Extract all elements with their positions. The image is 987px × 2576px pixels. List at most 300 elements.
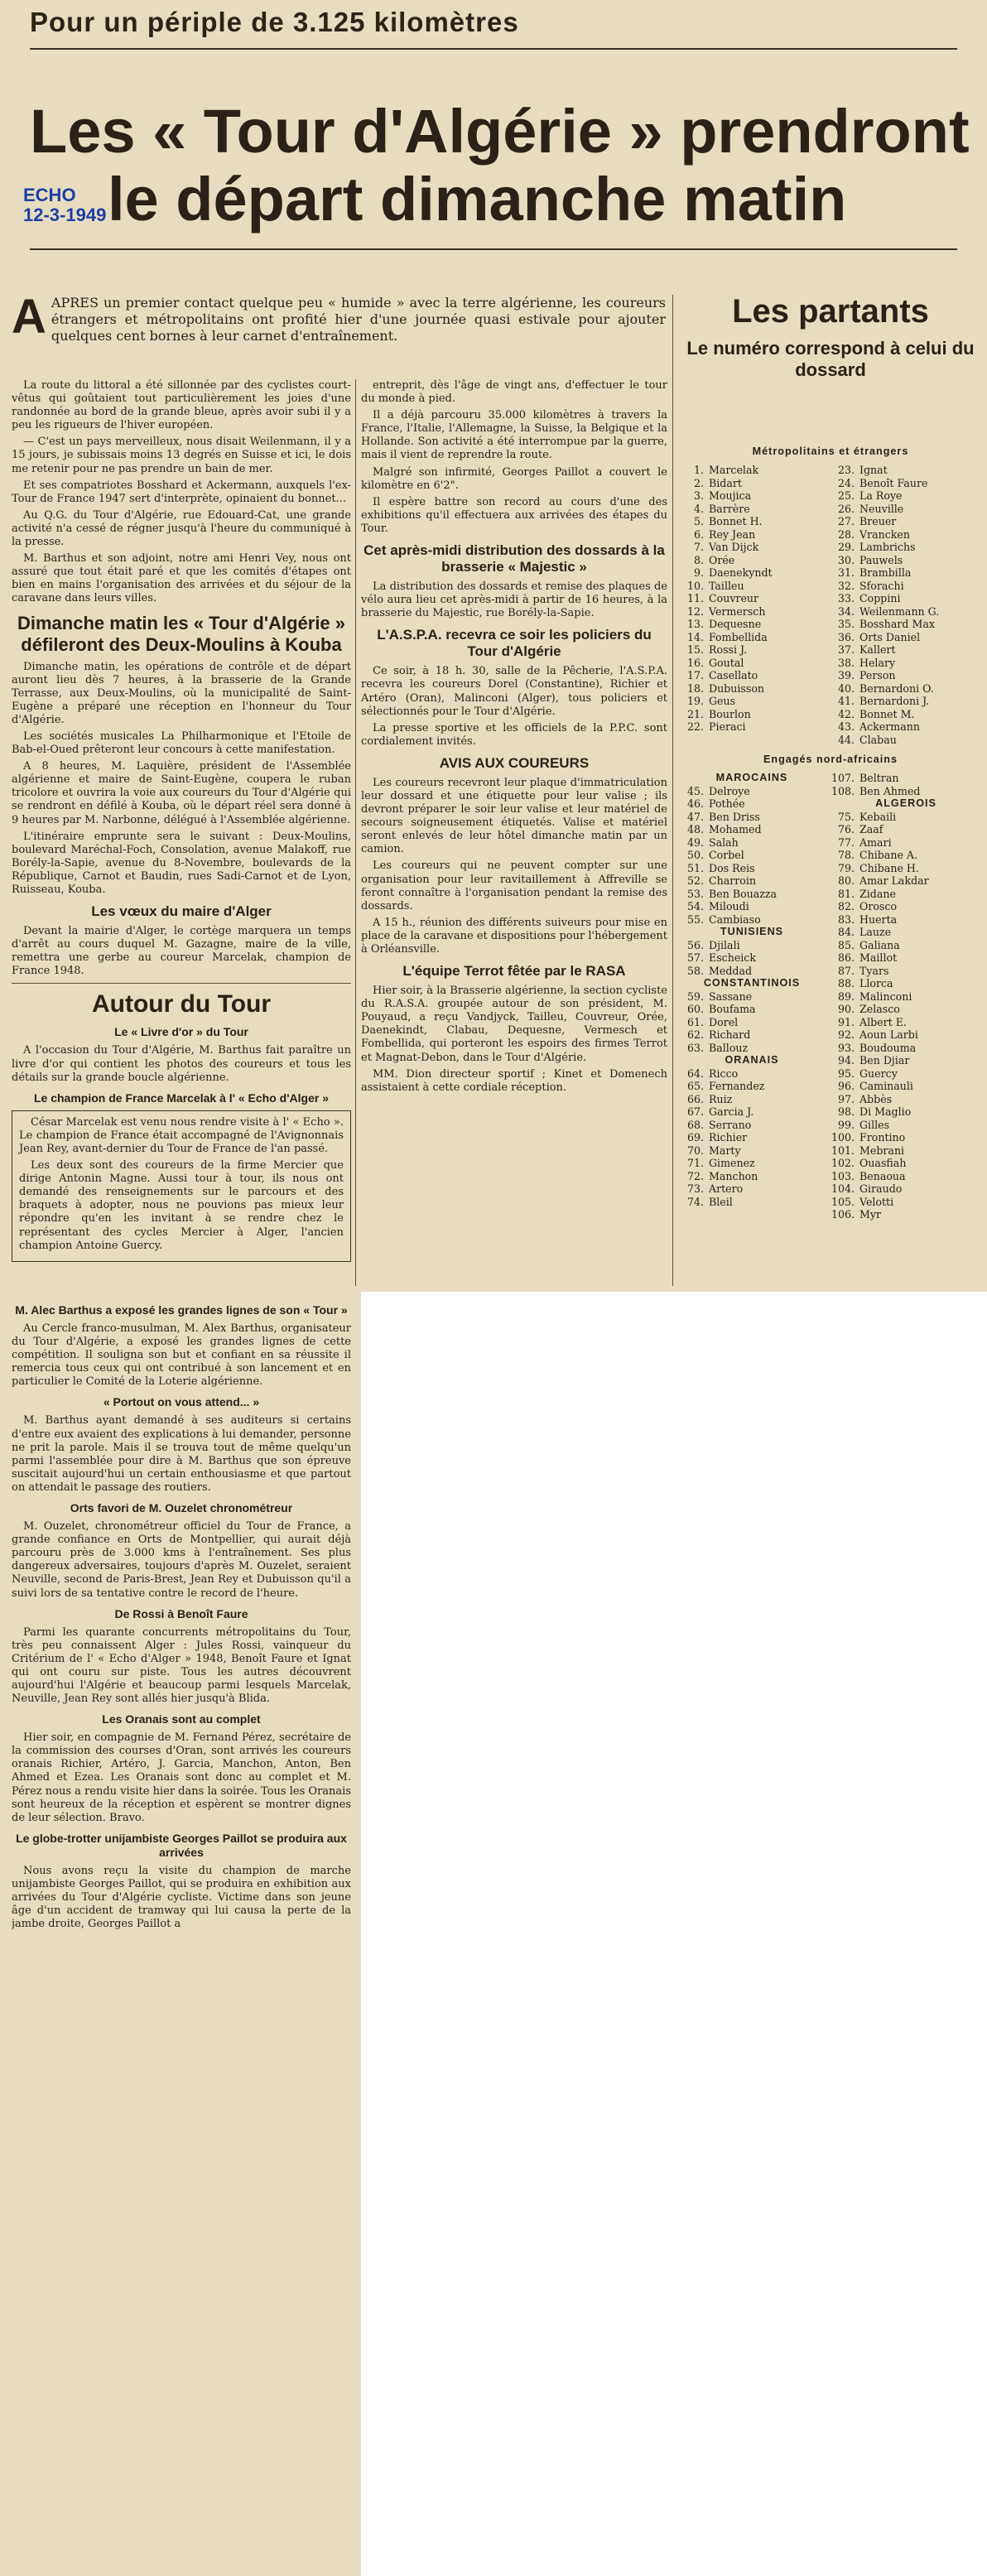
majestic-heading: Cet après-midi distribution des dossards à la brasserie « Majestic » xyxy=(364,542,665,575)
rider-number: 65. xyxy=(686,1080,704,1092)
column-1 xyxy=(12,379,351,1286)
rider-name: Ben Bouazza xyxy=(709,887,778,900)
dimanche-heading: Dimanche matin les « Tour d'Algérie » défileront des Deux-Moulins à Kouba xyxy=(17,612,346,655)
rider-entry xyxy=(677,836,826,850)
avis-para: A 15 h., réunion des différents suiveurs pour mise en place de la caravane et dispositions pour l'hébergement à Orléansville. xyxy=(361,916,667,956)
autour-heading: Autour du Tour xyxy=(91,990,272,1018)
rider-entry xyxy=(677,939,826,952)
rider-number: 39. xyxy=(837,669,855,681)
rider-name: Manchon xyxy=(709,1169,758,1182)
rider-number: 82. xyxy=(837,900,855,912)
rider-entry xyxy=(677,990,826,1004)
rider-number: 22. xyxy=(686,720,704,733)
rider-name: Orée xyxy=(709,553,735,566)
rider-number: 89. xyxy=(837,989,855,1003)
rider-number: 57. xyxy=(686,951,704,964)
champion-heading: Le champion de France Marcelak à l' « Echo d'Alger » xyxy=(33,1091,329,1105)
rider-number: 26. xyxy=(837,502,855,515)
rider-number: 36. xyxy=(837,630,855,643)
rider-number: 13. xyxy=(686,618,704,630)
rider-number: 90. xyxy=(837,1003,855,1015)
terrot-heading: L'équipe Terrot fêtée par le RASA xyxy=(402,963,626,980)
rider-name: Huerta xyxy=(859,912,898,926)
rider-number: 108. xyxy=(831,784,855,797)
rider-number: 28. xyxy=(837,527,855,541)
derossi-heading: De Rossi à Benoît Faure xyxy=(114,1606,248,1620)
rider-name: Chibane H. xyxy=(859,861,919,874)
aspa-heading: L'A.S.P.A. recevra ce soir les policiers du Tour d'Algérie xyxy=(377,627,652,660)
rider-entry xyxy=(828,849,984,862)
rider-number: 42. xyxy=(837,707,855,720)
col1-para: La route du littoral a été sillonnée par des cyclistes court-vêtus qui goûtaient tout particulièrement les joies d'une randonnée au bord de la grande bleue, après avoir subi il y a peu les rigueurs de l'hiver européen. xyxy=(12,379,351,432)
rider-name: Bernardoni J. xyxy=(859,695,930,707)
col1-para: Au Q.G. du Tour d'Algérie, rue Edouard-Cat, une grande activité n'a cessé de régner jusqu'à l'heure du communiqué à la presse. xyxy=(12,508,351,549)
rider-entry xyxy=(677,797,826,811)
rider-number: 85. xyxy=(837,938,855,951)
orts-para: M. Ouzelet, chronométreur officiel du Tour de France, a grande confiance en Orts de Montpellier, qui aurait déjà parcouru près de 3.000 kms à l'entraînement. Ses plus dangereux adversaires, toujours d'après M. Ouzelet, seraient Neuville, second de Paris-Brest, Jean Rey et Dubuisson qu'il a suivi lors de sa tentative contre le record de l'heure. xyxy=(12,1520,351,1600)
rider-name: Llorca xyxy=(859,977,893,989)
rider-entry xyxy=(677,1080,826,1093)
rider-name: Caminauli xyxy=(859,1080,913,1092)
rider-entry xyxy=(828,682,984,696)
rider-number: 40. xyxy=(837,681,855,695)
rider-entry xyxy=(677,554,826,567)
rider-entry xyxy=(677,785,826,798)
rider-name: Barrère xyxy=(709,502,750,515)
constantinois-heading: CONSTANTINOIS xyxy=(703,977,801,989)
rider-number: 56. xyxy=(686,938,704,951)
rider-name: Boudouma xyxy=(859,1041,917,1054)
rider-entry xyxy=(677,811,826,824)
rider-number: 61. xyxy=(686,1015,704,1028)
column-divider xyxy=(672,295,673,1286)
rider-number: 3. xyxy=(693,489,704,502)
rider-entry xyxy=(828,772,984,785)
rider-name: Bonnet M. xyxy=(859,707,915,720)
echo-stamp-source: ECHO xyxy=(23,185,76,205)
rider-entry xyxy=(677,1182,826,1196)
rider-entry xyxy=(677,657,826,670)
rider-name: Boufama xyxy=(709,1003,756,1015)
engages-heading: Engagés nord-africains xyxy=(763,754,898,765)
rider-number: 24. xyxy=(837,476,855,489)
section-divider xyxy=(12,983,351,984)
headline-line-2: le départ dimanche matin xyxy=(108,165,847,234)
rider-number: 96. xyxy=(837,1080,855,1092)
rider-entry xyxy=(677,695,826,708)
col2-para: entreprit, dès l'âge de vingt ans, d'effectuer le tour du monde à pied. xyxy=(361,379,667,406)
rider-name: Meddad xyxy=(709,964,753,977)
col2-para: Il a déjà parcouru 35.000 kilomètres à travers la France, l'Italie, l'Allemagne, la Suisse, la Belgique et la Hollande. Son activité a été interrompue par la guerre, mais il vient de reprendre la route. xyxy=(361,409,667,462)
rider-name: Rey Jean xyxy=(709,527,756,541)
engages-heading-block xyxy=(677,754,984,767)
rider-name: Velotti xyxy=(859,1195,894,1208)
rider-name: Pauwels xyxy=(859,553,903,566)
rider-name: Pothée xyxy=(709,797,745,810)
rider-number: 101. xyxy=(831,1144,855,1157)
rider-number: 97. xyxy=(837,1092,855,1105)
rider-number: 86. xyxy=(837,951,855,964)
rider-name: Delroye xyxy=(709,784,750,797)
rider-entry xyxy=(828,528,984,542)
avis-para: Les coureurs qui ne peuvent compter sur une organisation pour leur ravitaillement à Affreville se feront connaître à l'organisation pendant la remise des dossards. xyxy=(361,859,667,912)
rider-entry xyxy=(677,1119,826,1132)
rider-entry xyxy=(828,990,984,1004)
rider-entry xyxy=(677,541,826,554)
rider-name: Tailleu xyxy=(709,579,744,592)
rider-name: Bonnet H. xyxy=(709,515,763,527)
rider-entry xyxy=(828,862,984,875)
metro-list-right xyxy=(828,464,984,746)
rider-number: 88. xyxy=(837,977,855,989)
column-2 xyxy=(361,379,667,1286)
rider-number: 87. xyxy=(837,964,855,977)
rider-name: Zaaf xyxy=(859,823,883,835)
rider-entry xyxy=(828,811,984,824)
rider-name: Dubuisson xyxy=(709,681,765,695)
rider-number: 23. xyxy=(837,464,855,476)
rider-entry xyxy=(828,477,984,490)
metro-list-left xyxy=(677,464,826,734)
rider-number: 25. xyxy=(837,489,855,502)
rider-name: Ruiz xyxy=(709,1092,733,1105)
rider-name: Orts Daniel xyxy=(859,630,921,643)
avis-heading: AVIS AUX COUREURS xyxy=(439,754,590,771)
rider-number: 29. xyxy=(837,541,855,553)
rider-name: Vrancken xyxy=(859,527,910,541)
rider-number: 92. xyxy=(837,1028,855,1041)
rider-number: 66. xyxy=(686,1092,704,1105)
rider-name: Sassane xyxy=(709,989,753,1003)
rider-entry xyxy=(677,1170,826,1183)
voeux-para: Devant la mairie d'Alger, le cortège marquera un temps d'arrêt au cours duquel M. Gazagne, maire de la ville, remettra une gerbe au coureur Marcelak, champion de France 1948. xyxy=(12,925,351,978)
rider-entry xyxy=(828,643,984,657)
rider-name: Amari xyxy=(859,835,892,849)
rider-number: 58. xyxy=(686,964,704,977)
rider-number: 80. xyxy=(837,874,855,887)
rider-entry xyxy=(828,734,984,747)
rider-entry xyxy=(828,720,984,734)
north-africa-list-right xyxy=(828,772,984,1221)
rider-name: Ignat xyxy=(859,464,888,476)
rider-number: 95. xyxy=(837,1067,855,1080)
rider-entry xyxy=(677,951,826,965)
rider-name: Gilles xyxy=(859,1118,890,1131)
rider-name: Serrano xyxy=(709,1118,752,1131)
oranais-heading: Les Oranais sont au complet xyxy=(102,1712,261,1726)
rider-number: 77. xyxy=(837,835,855,849)
rider-number: 7. xyxy=(693,541,704,553)
rider-entry xyxy=(677,849,826,862)
rider-number: 73. xyxy=(686,1182,704,1195)
rider-entry xyxy=(677,965,826,978)
rider-number: 91. xyxy=(837,1015,855,1028)
rider-entry xyxy=(828,1208,984,1221)
globe-para: Nous avons reçu la visite du champion de marche unijambiste Georges Paillot, qui se produira en exhibition aux arrivées du Tour d'Algérie cycliste. Victime dans son jeune âge d'un accident de tramway qui lui causa la perte de la jambe droite, Georges Paillot a xyxy=(12,1864,351,1931)
rider-name: Sforachi xyxy=(859,579,904,592)
rider-entry xyxy=(677,1131,826,1144)
rider-name: Ricco xyxy=(709,1067,739,1080)
rider-name: Coppini xyxy=(859,592,901,604)
rider-name: Abbès xyxy=(859,1092,893,1105)
rider-entry xyxy=(677,1105,826,1119)
rider-entry xyxy=(828,1144,984,1158)
rider-entry xyxy=(677,1144,826,1158)
majestic-para: La distribution des dossards et remise des plaques de vélo aura lieu cet après-midi à partir de 16 heures, à la brasserie du Majestic, rue Borély-la-Sapie. xyxy=(361,580,667,620)
rider-number: 100. xyxy=(831,1131,855,1144)
rider-number: 27. xyxy=(837,515,855,527)
rider-name: Kebaili xyxy=(859,810,897,823)
rider-name: Fernandez xyxy=(709,1080,765,1092)
rider-entry xyxy=(828,1170,984,1183)
rider-entry xyxy=(828,823,984,836)
rider-number: 47. xyxy=(686,810,704,823)
rider-number: 78. xyxy=(837,849,855,861)
rider-number: 83. xyxy=(837,912,855,926)
lede: AAPRES un premier contact quelque peu « humide » avec la terre algérienne, les coureurs étrangers et métropolitains ont profité hier d'une journée quasi estivale pour ajouter quelques cent bornes à leur carnet d'entraînement. xyxy=(12,295,666,344)
dimanche-para: A 8 heures, M. Laquière, président de l'Assemblée algérienne et maire de Saint-Eugène, coupera le ruban tricolore et ouvrira la voie aux coureurs du Tour d'Algérie qui se rendront en défilé à Kouba, où le départ réel sera donné à 9 heures par M. Narbonne, délégué à l'Assemblée algérienne. xyxy=(12,760,351,826)
rider-name: Person xyxy=(859,669,896,681)
rider-name: Escheick xyxy=(709,951,756,964)
rider-number: 14. xyxy=(686,630,704,643)
rider-name: Neuville xyxy=(859,502,904,515)
rider-entry xyxy=(828,580,984,593)
rider-entry xyxy=(677,720,826,734)
orts-heading: Orts favori de M. Ouzelet chronométreur xyxy=(70,1501,293,1515)
portout-para: M. Barthus ayant demandé à ses auditeurs si certains d'entre eux avaient des explications à lui demander, personne ne prit la parole. Mais il se trouva tout de même quelqu'un parmi l'assemblée pour dire à M. Barthus que son épreuve suscitait aujourd'hui un certain enthousiasme et que partout on attendait le passage des routiers. xyxy=(12,1414,351,1494)
headline-rule xyxy=(30,248,957,250)
derossi-para: Parmi les quarante concurrents métropolitains du Tour, très peu connaissent Alger : Jules Rossi, vainqueur du Critérium de l' « Echo d'Alger » 1948, Benoît Faure et Ignat qui ont couru sur piste. Tous les autres découvrent aujourd'hui l'Algérie et beaucoup parmi lesquels Marcelak, Neuville, Jean Rey sont allés hier jusqu'à Blida. xyxy=(12,1625,351,1706)
rider-entry xyxy=(828,913,984,927)
rider-name: Amar Lakdar xyxy=(859,874,929,887)
rider-name: Frontino xyxy=(859,1131,906,1144)
rider-number: 2. xyxy=(693,476,704,489)
terrot-para: Hier soir, à la Brasserie algérienne, la section cycliste du R.A.S.A. groupée autour de son président, M. Pouyaud, a reçu Vandjyck, Tailleu, Couvreur, Orée, Daenekindt, Clabau, Dequesne, Vermesch et Fombellida, qui porteront les espoirs des firmes Terrot et Magnat-Debon, dans le Tour d'Algérie. xyxy=(361,985,667,1064)
rider-name: Lauze xyxy=(859,926,892,938)
rider-name: Moujica xyxy=(709,489,752,502)
champion-box xyxy=(12,1110,351,1262)
rider-number: 98. xyxy=(837,1105,855,1118)
rider-number: 37. xyxy=(837,643,855,656)
rider-name: Galiana xyxy=(859,938,900,951)
dimanche-para: L'itinéraire emprunte sera le suivant : Deux-Moulins, boulevard Maréchal-Foch, Consolation, avenue Malakoff, rue Borély-la-Sapie, avenue du 8-Novembre, boulevards de la République, Carnot et Baudin, rues Sadi-Carnot et de Lyon, Ruisseau, Kouba. xyxy=(12,830,351,896)
rider-entry xyxy=(828,1080,984,1093)
rider-name: Zelasco xyxy=(859,1003,900,1015)
rider-number: 60. xyxy=(686,1003,704,1015)
rider-entry xyxy=(828,1054,984,1067)
rider-number: 9. xyxy=(693,566,704,579)
rider-entry xyxy=(677,874,826,888)
rider-entry xyxy=(677,528,826,542)
rider-entry xyxy=(828,515,984,528)
rider-entry xyxy=(828,489,984,503)
rider-number: 32. xyxy=(837,579,855,592)
rider-number: 54. xyxy=(686,900,704,912)
col2-para: Il espère battre son record au cours d'une des exhibitions qu'il effectuera aux arrivées des étapes du Tour. xyxy=(361,495,667,535)
rider-entry xyxy=(677,489,826,503)
marocains-heading: MAROCAINS xyxy=(715,772,788,783)
rider-entry xyxy=(828,977,984,990)
rider-number: 64. xyxy=(686,1067,704,1080)
rider-number: 5. xyxy=(693,515,704,527)
rider-entry xyxy=(828,1157,984,1170)
rider-name: Richier xyxy=(709,1131,748,1144)
rider-name: Benoît Faure xyxy=(859,476,928,489)
rider-name: Albert E. xyxy=(859,1015,907,1028)
rider-number: 99. xyxy=(837,1118,855,1131)
rider-name: Rossi J. xyxy=(709,643,748,656)
rider-entry xyxy=(828,1131,984,1144)
top-rule xyxy=(30,48,957,50)
rider-number: 106. xyxy=(831,1208,855,1221)
rider-name: Artero xyxy=(709,1182,744,1195)
rider-number: 81. xyxy=(837,887,855,900)
rider-entry xyxy=(828,888,984,901)
rider-number: 68. xyxy=(686,1118,704,1131)
rider-entry xyxy=(828,554,984,567)
rider-entry xyxy=(828,1196,984,1209)
rider-number: 35. xyxy=(837,618,855,630)
rider-name: Malinconi xyxy=(859,989,912,1003)
column-divider xyxy=(355,379,356,1286)
rider-name: Ouasfiah xyxy=(859,1157,907,1169)
rider-number: 41. xyxy=(837,695,855,707)
rider-entry xyxy=(677,515,826,528)
rider-entry xyxy=(828,951,984,965)
rider-name: Daenekyndt xyxy=(709,566,773,579)
rider-name: Cambiaso xyxy=(709,912,761,926)
rider-number: 84. xyxy=(837,926,855,938)
aspa-para: La presse sportive et les officiels de la P.P.C. sont cordialement invités. xyxy=(361,721,667,748)
rider-entry xyxy=(677,580,826,593)
col1-para: — C'est un pays merveilleux, nous disait Weilenmann, il y a 15 jours, je subissais moins 13 degrés en Suisse et ici, le dois me retenir pour ne pas prendre un bain de mer. xyxy=(12,436,351,475)
rider-name: Marcelak xyxy=(709,464,759,476)
rider-number: 31. xyxy=(837,566,855,579)
rider-entry xyxy=(828,1067,984,1081)
rider-entry xyxy=(677,464,826,477)
rider-number: 79. xyxy=(837,861,855,874)
aspa-para: Ce soir, à 18 h. 30, salle de la Pêcherie, l'A.S.P.A. recevra les coureurs Dorel (Constantine), Richier et Artéro (Oran), Malinconi (Alger), tous policiers et sélectionnés pour le Tour d'Algérie. xyxy=(361,665,667,718)
rider-name: Ben Driss xyxy=(709,810,760,823)
rider-number: 55. xyxy=(686,912,704,926)
rider-entry xyxy=(677,605,826,619)
rider-number: 1. xyxy=(693,464,704,476)
rider-name: Pieraci xyxy=(709,720,746,733)
rider-number: 49. xyxy=(686,835,704,849)
rider-entry xyxy=(828,605,984,619)
rider-number: 16. xyxy=(686,656,704,669)
dimanche-para: Dimanche matin, les opérations de contrôle et de départ auront lieu dès 7 heures, à la brasserie de la Grande Terrasse, aux Deux-Moulins, où la municipalité de Saint-Eugène a préparé une réception en l'honneur du Tour d'Algérie. xyxy=(12,660,351,726)
champion-para: Les deux sont des coureurs de la firme Mercier que dirige Antonin Magne. Aussi tour à tour, ils nous ont demandé des renseignements sur le parcours et des braquets à adopter, nous ne pouvions pas mieux leur répondre qu'en les invitant à se rendre chez le représentant des cycles Mercier à Alger, l'ancien champion Antoine Guercy. xyxy=(19,1159,344,1252)
rider-name: Helary xyxy=(859,656,896,669)
portout-heading: « Portout on vous attend... » xyxy=(103,1395,260,1409)
rider-name: Garcia J. xyxy=(709,1105,754,1118)
rider-number: 38. xyxy=(837,656,855,669)
rider-entry xyxy=(677,1016,826,1029)
rider-number: 94. xyxy=(837,1054,855,1067)
globe-heading: Le globe-trotter unijambiste Georges Paillot se produira aux arrivées xyxy=(16,1831,347,1859)
metro-heading-block xyxy=(677,445,984,459)
rider-entry xyxy=(828,503,984,516)
rider-entry xyxy=(828,965,984,978)
rider-name: Djilali xyxy=(709,938,740,951)
rider-number: 19. xyxy=(686,695,704,707)
rider-entry xyxy=(828,1028,984,1042)
column-1-continued xyxy=(12,1297,351,2572)
rider-name: Ackermann xyxy=(859,720,920,733)
terrot-para: MM. Dion directeur sportif ; Kinet et Domenech assistaient à cette cordiale réception. xyxy=(361,1067,667,1094)
rider-entry xyxy=(677,1003,826,1016)
rider-entry xyxy=(677,888,826,901)
rider-name: Vermersch xyxy=(709,604,766,618)
rider-name: Weilenmann G. xyxy=(859,604,940,618)
rider-number: 107. xyxy=(831,772,855,784)
north-africa-list-left xyxy=(677,772,826,1208)
rider-entry xyxy=(828,695,984,708)
rider-name: Fombellida xyxy=(709,630,768,643)
rider-name: Orosco xyxy=(859,900,898,912)
rider-name: Mebrani xyxy=(859,1144,905,1157)
rider-entry xyxy=(677,1042,826,1055)
rider-name: Geus xyxy=(709,695,736,707)
rider-name: Di Maglio xyxy=(859,1105,912,1118)
rider-entry xyxy=(828,874,984,888)
rider-number: 50. xyxy=(686,849,704,861)
rider-number: 104. xyxy=(831,1182,855,1195)
rider-number: 67. xyxy=(686,1105,704,1118)
expose-para: Au Cercle franco-musulman, M. Alex Barthus, organisateur du Tour d'Algérie, a exposé les grandes lignes de cette compétition. Il souligna son but et confiant en sa réussite il remercia tous ceux qui ont contribué à son lancement et en particulier le Comité de la Loterie algérienne. xyxy=(12,1322,351,1389)
rider-name: Kallert xyxy=(859,643,896,656)
rider-entry xyxy=(828,618,984,631)
rider-number: 10. xyxy=(686,579,704,592)
rider-number: 11. xyxy=(686,592,704,604)
partants-subtitle: Le numéro correspond à celui du dossard xyxy=(686,338,975,380)
livre-heading: Le « Livre d'or » du Tour xyxy=(114,1025,248,1039)
rider-name: Giraudo xyxy=(859,1182,903,1195)
rider-name: Mohamed xyxy=(709,823,762,835)
rider-name: Benaoua xyxy=(859,1169,906,1182)
oranais-para: Hier soir, en compagnie de M. Fernand Pérez, secrétaire de la commission des courses d'Oran, sont arrivés les coureurs oranais Richier, Artéro, J. Garcia, Manchon, Anton, Ben Ahmed et Ezea. Les Oranais sont donc au complet et M. Pérez nous a rendu visite hier dans la soirée. Tous les Oranais sont heureux de la réception et espèrent se montrer dignes de leur sélection. Bravo. xyxy=(12,1731,351,1824)
rider-entry xyxy=(828,1042,984,1055)
rider-entry xyxy=(677,1093,826,1106)
rider-name: Miloudi xyxy=(709,900,749,912)
rider-name: Dos Reis xyxy=(709,861,755,874)
rider-entry xyxy=(828,939,984,952)
rider-name: Bernardoni O. xyxy=(859,681,934,695)
rider-number: 18. xyxy=(686,681,704,695)
rider-entry xyxy=(677,913,826,927)
voeux-heading: Les vœux du maire d'Alger xyxy=(91,903,272,920)
rider-entry xyxy=(828,541,984,554)
rider-name: Richard xyxy=(709,1028,751,1041)
rider-number: 45. xyxy=(686,784,704,797)
rider-entry xyxy=(677,708,826,721)
overline: Pour un périple de 3.125 kilomètres xyxy=(30,7,519,37)
rider-name: Dorel xyxy=(709,1015,739,1028)
rider-number: 46. xyxy=(686,797,704,810)
rider-name: Bleil xyxy=(709,1195,733,1208)
rider-name: Ben Ahmed xyxy=(859,784,921,797)
rider-entry xyxy=(677,477,826,490)
rider-entry xyxy=(828,657,984,670)
rider-number: 59. xyxy=(686,989,704,1003)
rider-name: Brambilla xyxy=(859,566,912,579)
rider-number: 105. xyxy=(831,1195,855,1208)
rider-entry xyxy=(677,566,826,580)
rider-name: Chibane A. xyxy=(859,849,918,861)
rider-number: 30. xyxy=(837,553,855,566)
rider-name: Gimenez xyxy=(709,1157,755,1169)
